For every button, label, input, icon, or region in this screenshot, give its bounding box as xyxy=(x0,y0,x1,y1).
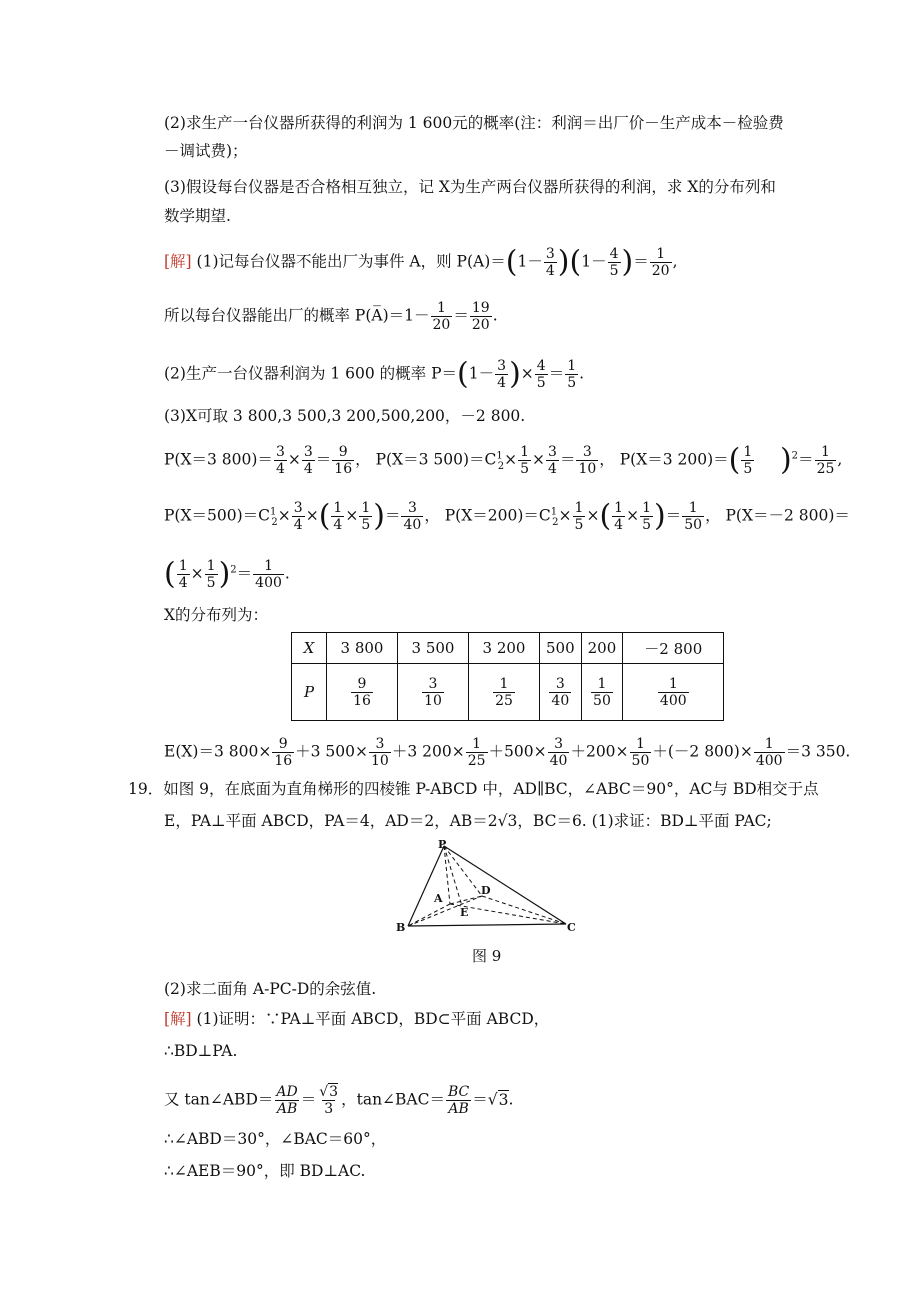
pyramid-figure xyxy=(390,838,590,938)
label-C: C xyxy=(567,921,576,934)
sol18-prob-line-a: P(X＝3 800)＝ $\frac{3}{4}$ × $\frac{3}{4}$ ＝ $\frac{9}{16}$ ， P(X＝3 $500)=C^1_2\times$ $\frac{1}{5}$ × $\frac{3}{4}$ ＝ $\frac{3}{10}$ ， P(X＝3 200)＝( $\frac{1}{5}$ )$^2$＝ $\frac{1}{25}$ , xyxy=(164,442,843,478)
table-header-cell: 3 800 xyxy=(327,633,398,664)
p3800-label: P(X＝3 800)＝ xyxy=(164,450,273,469)
q18-part3-line2: 数学期望. xyxy=(164,207,231,225)
table-row xyxy=(292,664,724,721)
expectation-line: E(X)＝3 800× $\frac{9}{16}$ ＋3 500× $\frac{3}{10}$ ＋3 200× $\frac{1}{25}$ ＋500× $\frac{3}{40}$ ＋200× $\frac{1}{50}$ ＋(－2 800)× $\frac{1}{400}$ ＝3 350. xyxy=(164,736,851,769)
label-A: A xyxy=(434,892,443,905)
label-P: P xyxy=(438,838,447,851)
table-header-cell: 3 200 xyxy=(469,633,540,664)
sol19-line3: 又 tan∠ABD＝ $\frac{AD}{AB}$ ＝ $\frac{√3}{3}$ ，tan∠BAC＝ $\frac{BC}{AB}$ ＝√3. xyxy=(164,1084,514,1117)
p200-label: P(X＝200)＝C xyxy=(444,506,551,525)
sol18-line1: [解] (1)记每台仪器不能出厂为事件 A，则 P(A)＝(1－ $\frac{3}{4}$ )(1－ $\frac{4}{5}$ )＝ $\frac{1}{20}$ , xyxy=(164,244,678,280)
table-row xyxy=(292,633,724,664)
sol18-line2: 所以每台仪器能出厂的概率 P(A̅)＝1－ $\frac{1}{20}$ ＝ $\frac{19}{20}$ . xyxy=(164,300,498,333)
figure-caption: 图 9 xyxy=(472,947,502,965)
sol18-line1-text: (1)记每台仪器不能出厂为事件 A，则 P(A)＝ xyxy=(196,252,506,271)
sol18-prob-line-b: $P(X=500)=C^1_2\times$ $\frac{3}{4}$ ×( $\frac{1}{4}$ × $\frac{1}{5}$ )＝ $\frac{3}{40}$ ， $P(X=200)=C^1_2\times$ $\frac{1}{5}$ ×( $\frac{1}{4}$ × $\frac{1}{5}$ )＝ $\frac{1}{50}$ ， P(X＝－2 800)＝ xyxy=(164,498,850,534)
solution-tag: [解] xyxy=(164,1010,192,1028)
sol19-line5: ∴∠AEB＝90°，即 BD⊥AC. xyxy=(164,1162,366,1180)
sol18-line4: (3)X可取 3 800,3 500,3 200,500,200，－2 800. xyxy=(164,407,526,425)
q19-part2: (2)求二面角 A-PC-D的余弦值. xyxy=(164,980,377,998)
sol19-line2: ∴BD⊥PA. xyxy=(164,1042,238,1060)
table-p-label: P xyxy=(292,664,327,721)
table-cell: $\frac{9}{16}$ xyxy=(327,664,398,721)
table-header-cell: X xyxy=(292,633,327,664)
q18-part2-line1: (2)求生产一台仪器所获得的利润为 1 600元的概率(注：利润＝出厂价－生产成本－检验费 xyxy=(164,114,784,132)
expectation-start: E(X)＝3 800× xyxy=(164,742,272,761)
table-header-cell: 200 xyxy=(581,633,623,664)
table-cell: $\frac{3}{10}$ xyxy=(398,664,469,721)
sol18-line2-text: 所以每台仪器能出厂的概率 P(A̅)＝1－ xyxy=(164,306,430,325)
table-cell: $\frac{1}{50}$ xyxy=(581,664,623,721)
table-header-cell: 500 xyxy=(540,633,582,664)
distribution-table xyxy=(291,632,724,721)
edge-PD xyxy=(444,846,482,896)
table-cell: $\frac{1}{25}$ xyxy=(469,664,540,721)
p3500-label: P(X＝3 500)＝C xyxy=(375,450,497,469)
label-D: D xyxy=(481,884,491,897)
solution-tag: [解] xyxy=(164,252,192,271)
dist-title: X的分布列为： xyxy=(164,606,269,624)
sol19-tan-bac: ，tan∠BAC＝ xyxy=(341,1090,445,1109)
q19-line1: 19．如图 9，在底面为直角梯形的四棱锥 P-ABCD 中，AD∥BC，∠ABC＝90°，AC与 BD相交于点 xyxy=(128,780,819,798)
q19-line2: E，PA⊥平面 ABCD，PA＝4，AD＝2，AB＝2√3，BC＝6. (1)求证：BD⊥平面 PAC; xyxy=(164,812,772,830)
sol19-line4: ∴∠ABD＝30°，∠BAC＝60°， xyxy=(164,1130,387,1148)
edge-AD xyxy=(450,896,482,904)
p3200-label: P(X＝3 200)＝ xyxy=(619,450,729,469)
pm2800-label: P(X＝－2 800)＝ xyxy=(725,506,850,525)
table-header-cell: 3 500 xyxy=(398,633,469,664)
sol18-line3-text: (2)生产一台仪器利润为 1 600 的概率 P＝ xyxy=(164,364,458,383)
q18-part3-line1: (3)假设每台仪器是否合格相互独立，记 X为生产两台仪器所获得的利润，求 X的分布列和 xyxy=(164,178,776,196)
edge-BC xyxy=(408,924,566,926)
sol19-line1 xyxy=(164,1008,549,1030)
label-E: E xyxy=(460,906,469,919)
expectation-result: ＝3 350. xyxy=(785,742,851,761)
sol18-prob-line-c: ( $\frac{1}{4}$ × $\frac{1}{5}$ )$^2$＝ $\frac{1}{400}$ . xyxy=(164,556,290,592)
edge-AB xyxy=(408,904,450,926)
edge-DC xyxy=(482,896,566,924)
table-cell: $\frac{3}{40}$ xyxy=(540,664,582,721)
sol19-tan-abd: 又 tan∠ABD＝ xyxy=(164,1090,274,1109)
edge-PB xyxy=(408,846,444,926)
sol18-line3: (2)生产一台仪器利润为 1 600 的概率 P＝(1－ $\frac{3}{4}$ )× $\frac{4}{5}$ ＝ $\frac{1}{5}$ . xyxy=(164,356,585,392)
table-cell: $\frac{1}{400}$ xyxy=(623,664,724,721)
label-B: B xyxy=(396,921,406,934)
sol19-line1-text: (1)证明：∵PA⊥平面 ABCD，BD⊂平面 ABCD， xyxy=(196,1010,550,1028)
q18-part2-line2: －调试费)； xyxy=(164,142,248,160)
p500-label: P(X＝500)＝C xyxy=(164,506,271,525)
table-header-cell: －2 800 xyxy=(623,633,724,664)
